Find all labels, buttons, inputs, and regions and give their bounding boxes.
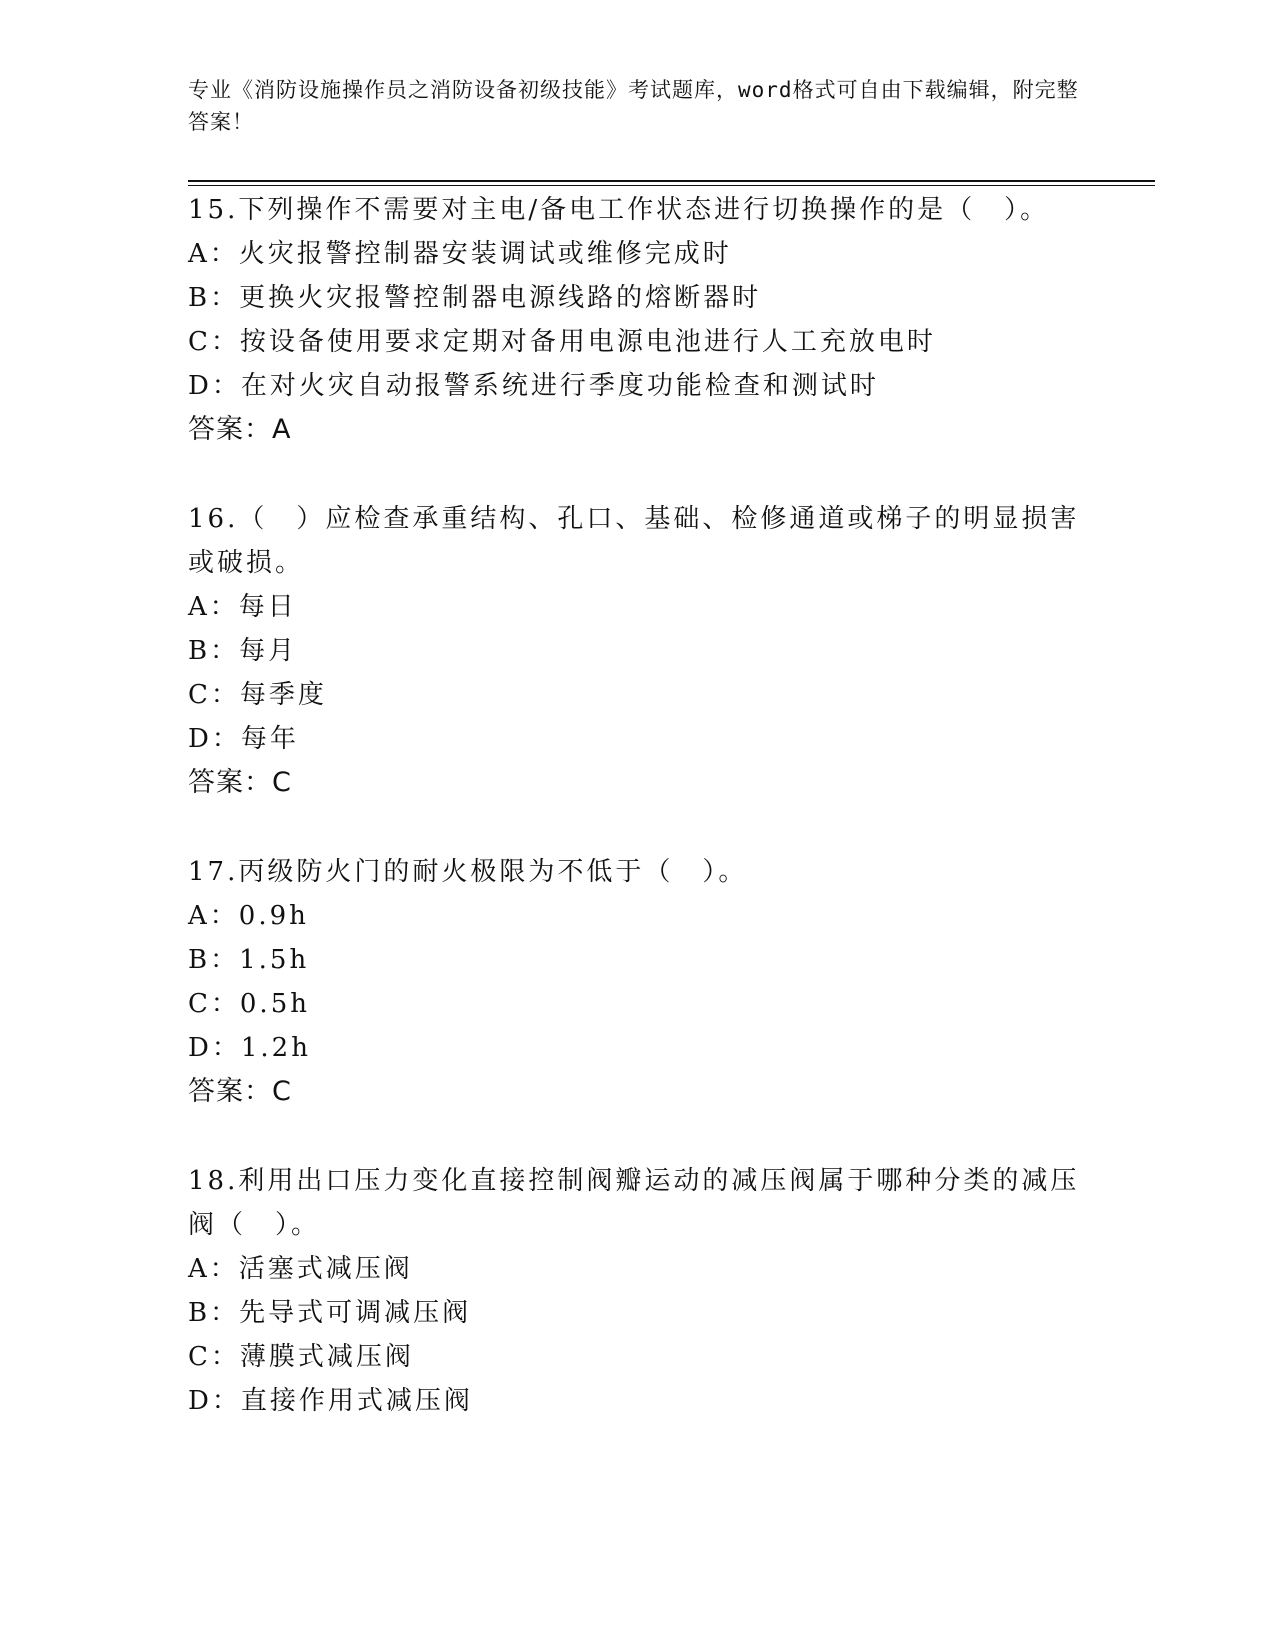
question-17-option-a: A：0.9h xyxy=(188,901,309,931)
question-18-stem-line1: 18.利用出口压力变化直接控制阀瓣运动的减压阀属于哪种分类的减压 xyxy=(188,1166,1080,1196)
question-16-option-a: A：每日 xyxy=(188,592,297,622)
question-16-stem-line1: 16.（ ）应检查承重结构、孔口、基础、检修通道或梯子的明显损害 xyxy=(188,504,1080,534)
question-18-stem-line2: 阀（ ）。 xyxy=(188,1210,321,1240)
question-18-option-c: C：薄膜式减压阀 xyxy=(188,1342,414,1372)
question-18-option-d: D：直接作用式减压阀 xyxy=(188,1386,473,1416)
question-16-answer: 答案：C xyxy=(188,767,292,798)
question-18-option-a: A：活塞式减压阀 xyxy=(188,1254,413,1284)
question-16-option-d: D：每年 xyxy=(188,724,299,754)
question-17-answer: 答案：C xyxy=(188,1076,292,1107)
document-header: 专业《消防设施操作员之消防设备初级技能》考试题库，word格式可自由下载编辑，附完整答案！ xyxy=(188,78,1079,134)
question-16-option-b: B：每月 xyxy=(188,636,298,666)
question-17-option-d: D：1.2h xyxy=(188,1033,311,1063)
question-18-option-b: B：先导式可调减压阀 xyxy=(188,1298,472,1328)
question-15-option-d: D：在对火灾自动报警系统进行季度功能检查和测试时 xyxy=(188,371,879,401)
question-15-option-b: B：更换火灾报警控制器电源线路的熔断器时 xyxy=(188,283,762,313)
header-divider-thin xyxy=(188,185,1155,186)
question-15-stem: 15.下列操作不需要对主电/备电工作状态进行切换操作的是（ ）。 xyxy=(188,195,1050,225)
header-divider xyxy=(188,180,1155,182)
question-17-option-c: C：0.5h xyxy=(188,989,310,1019)
question-15-option-a: A：火灾报警控制器安装调试或维修完成时 xyxy=(188,239,732,269)
question-17-option-b: B：1.5h xyxy=(188,945,310,975)
question-15-option-c: C：按设备使用要求定期对备用电源电池进行人工充放电时 xyxy=(188,327,936,357)
question-16-stem-line2: 或破损。 xyxy=(188,548,305,578)
question-16-option-c: C：每季度 xyxy=(188,680,327,710)
question-17-stem: 17.丙级防火门的耐火极限为不低于（ ）。 xyxy=(188,857,748,887)
question-15-answer: 答案：A xyxy=(188,414,292,445)
